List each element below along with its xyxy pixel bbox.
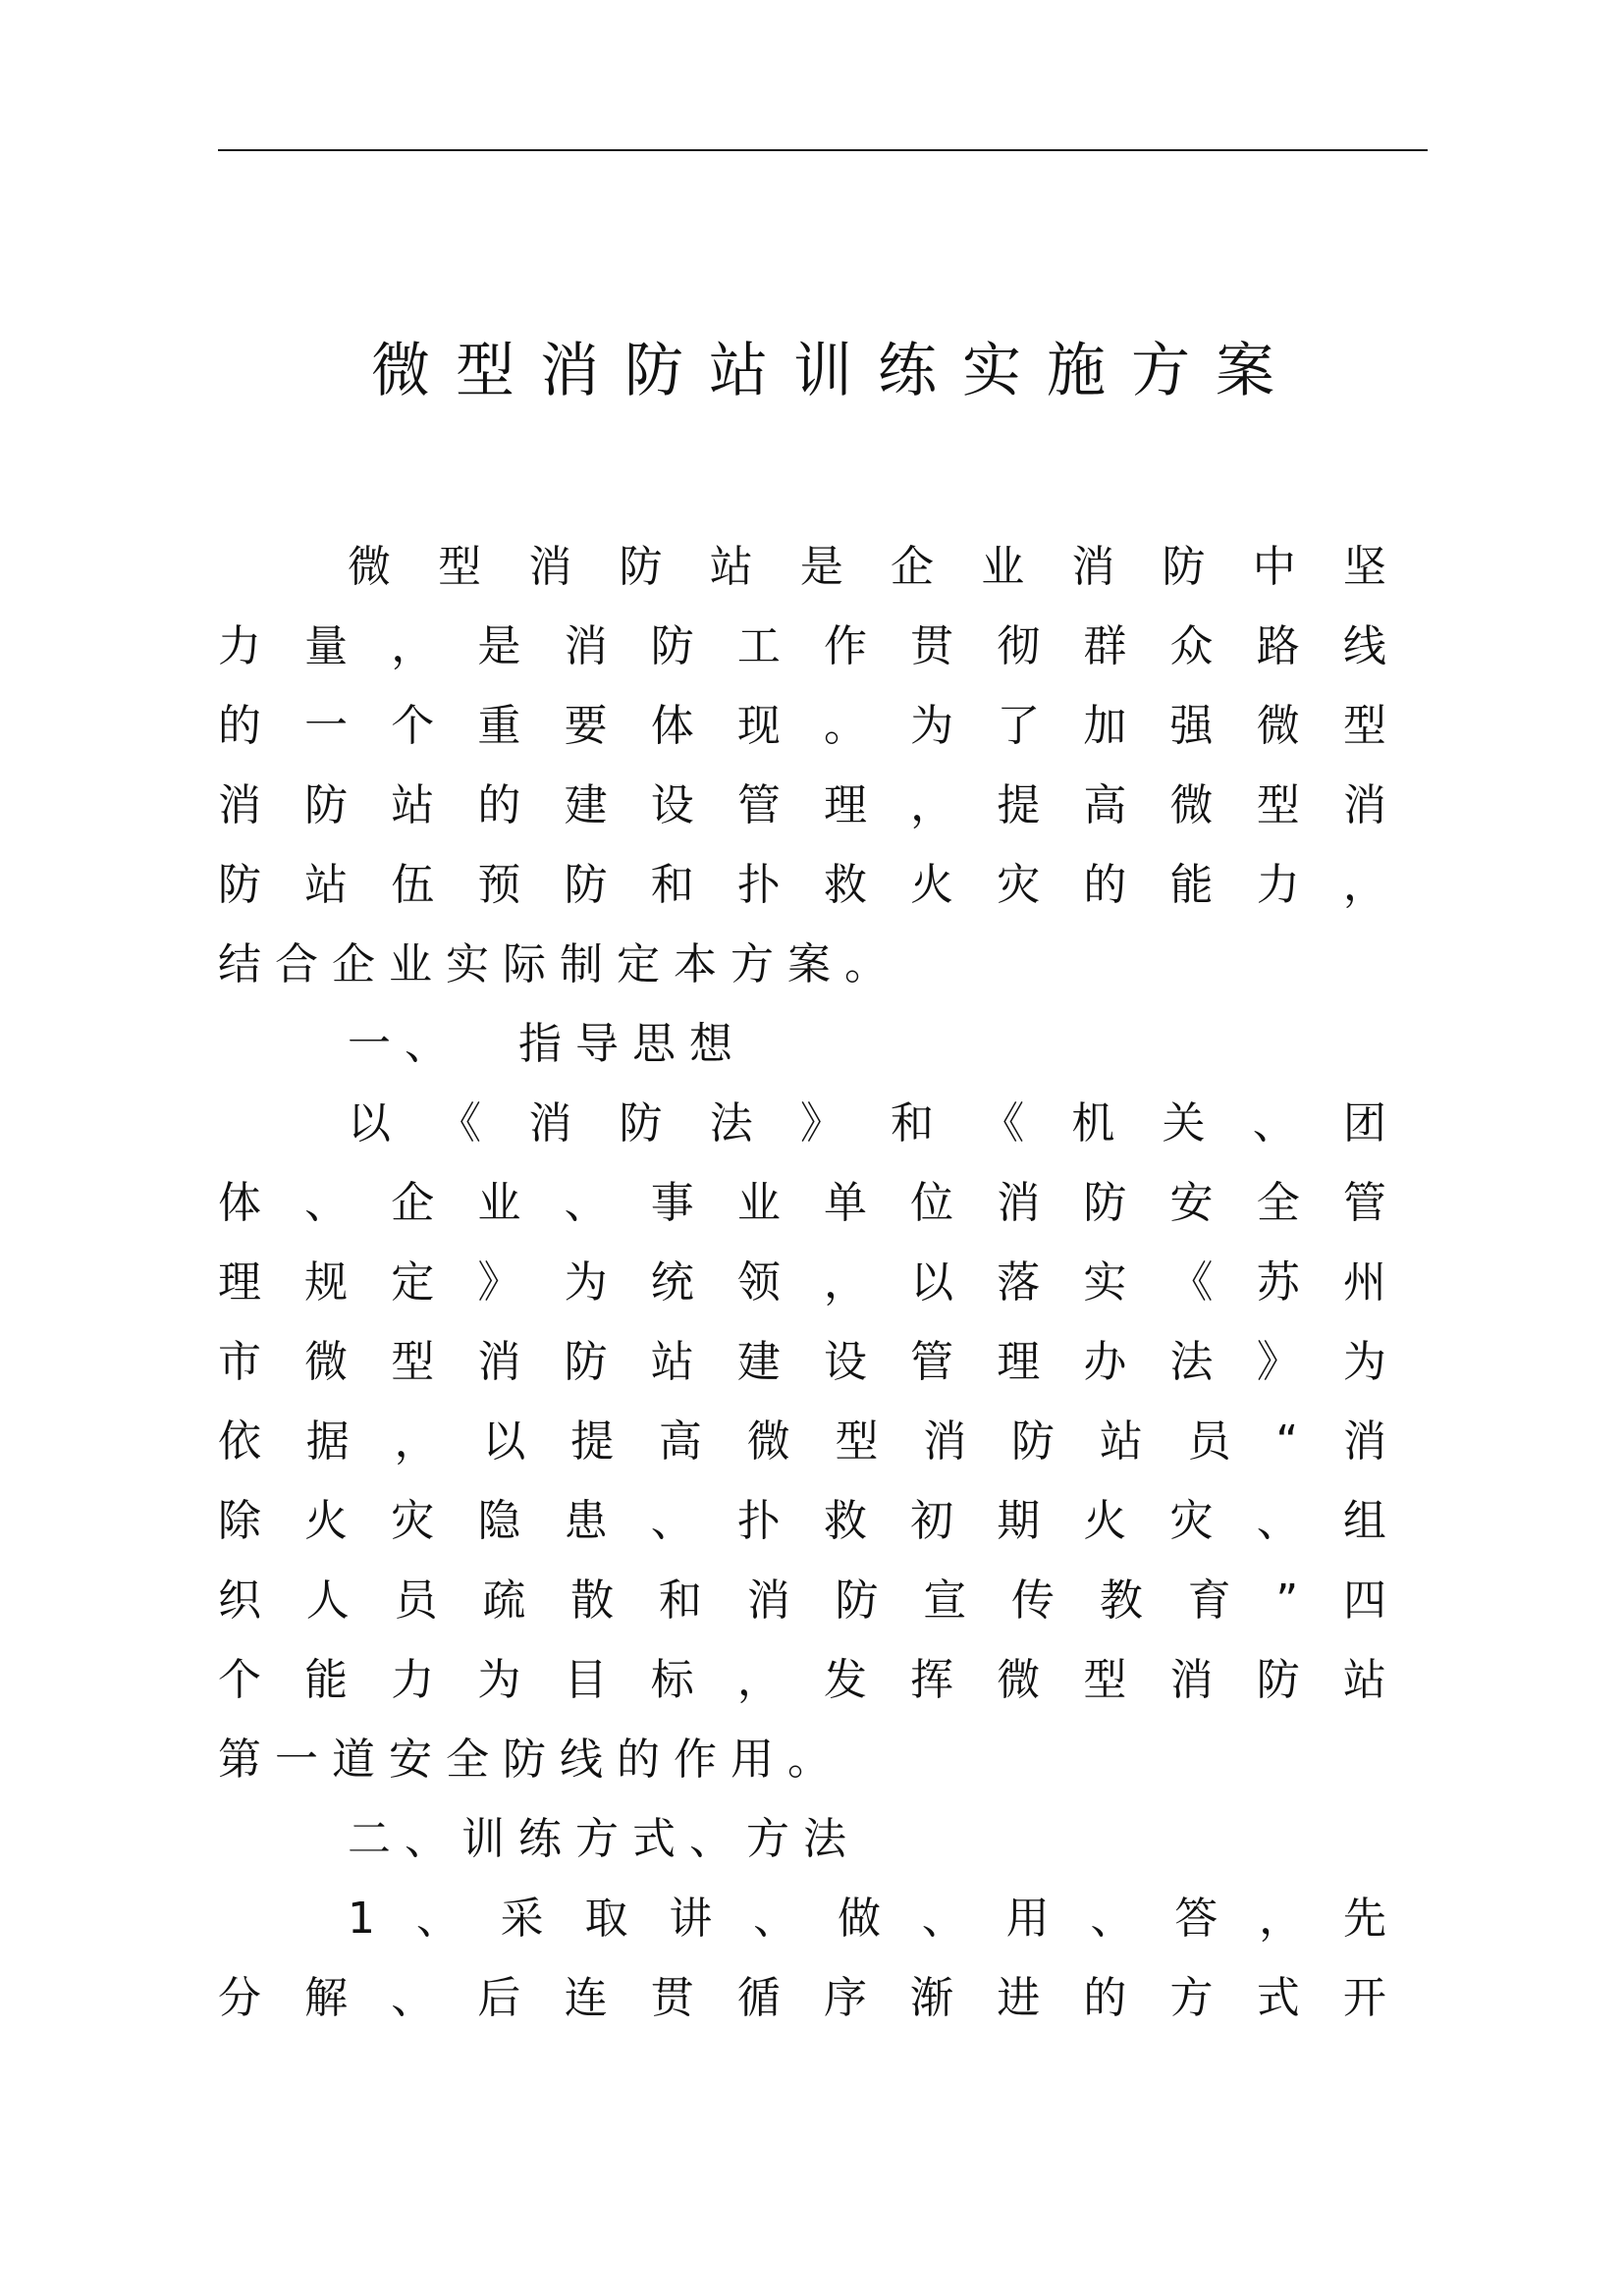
body-line: 第 一 道 安 全 防 线 的 作 用 。 xyxy=(218,1735,831,1785)
body-line: 力 量 ， 是 消 防 工 作 贯 彻 群 众 路 线 xyxy=(218,621,1386,671)
body-line: 二 、 训 练 方 式 、 方 法 xyxy=(348,1814,846,1864)
body-line: 防 站 伍 预 防 和 扑 救 火 灾 的 能 力 ， xyxy=(218,860,1386,910)
body-line: 1 、 采 取 讲 、 做 、 用 、 答 ， 先 xyxy=(348,1894,1386,1944)
body-line: 的 一 个 重 要 体 现 。 为 了 加 强 微 型 xyxy=(218,701,1386,751)
body-line: 微 型 消 防 站 是 企 业 消 防 中 坚 xyxy=(348,542,1386,592)
body-line: 依 据 ， 以 提 高 微 型 消 防 站 员 “ 消 xyxy=(218,1416,1386,1467)
body-line: 个 能 力 为 目 标 ， 发 挥 微 型 消 防 站 xyxy=(218,1655,1386,1705)
body-line: 除 火 灾 隐 患 、 扑 救 初 期 火 灾 、 组 xyxy=(218,1496,1386,1546)
document-title: 微型消防站训练实施方案 xyxy=(371,337,1300,405)
body-line: 结 合 企 业 实 际 制 定 本 方 案 。 xyxy=(218,939,888,989)
body-line: 消 防 站 的 建 设 管 理 ， 提 高 微 型 消 xyxy=(218,780,1386,830)
body-line: 一 、 指 导 思 想 xyxy=(348,1019,732,1069)
header-rule xyxy=(218,149,1428,151)
document-body xyxy=(218,527,1386,2038)
body-line: 体 、 企 业 、 事 业 单 位 消 防 安 全 管 xyxy=(218,1178,1386,1228)
body-line: 市 微 型 消 防 站 建 设 管 理 办 法 》 为 xyxy=(218,1337,1386,1387)
body-line: 以 《 消 防 法 》 和 《 机 关 、 团 xyxy=(348,1098,1386,1148)
body-line: 织 人 员 疏 散 和 消 防 宣 传 教 育 ” 四 xyxy=(218,1575,1386,1626)
body-line: 分 解 、 后 连 贯 循 序 渐 进 的 方 式 开 xyxy=(218,1973,1386,2023)
body-line: 理 规 定 》 为 统 领 ， 以 落 实 《 苏 州 xyxy=(218,1257,1386,1308)
